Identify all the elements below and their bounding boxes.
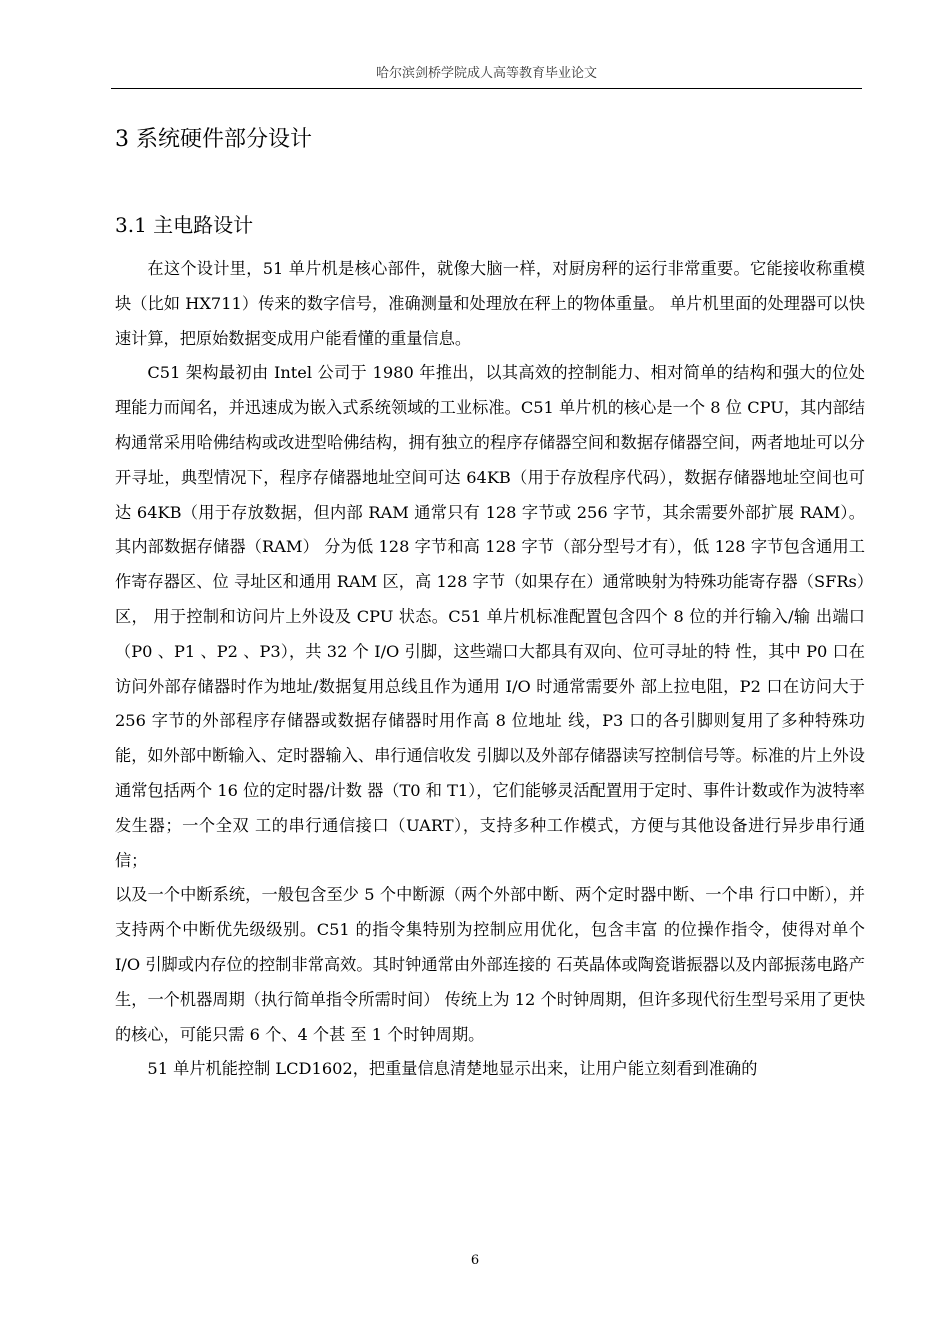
chapter-title: 3 系统硬件部分设计 <box>115 127 312 152</box>
paragraph-lcd1602: 51 单片机能控制 LCD1602，把重量信息清楚地显示出来，让用户能立刻看到准确的 <box>147 1059 758 1079</box>
running-header: 哈尔滨剑桥学院成人高等教育毕业论文 <box>111 64 862 89</box>
paragraph-interrupt-system: 以及一个中断系统，一般包含至少 5 个中断源（两个外部中断、两个定时器中断、一个串 行口中断），并支持两个中断优先级级别。C51 的指令集特别为控制应用优化，包含丰富 的位操作指令，使得对单个 I/O 引脚或内存位的控制非常高效。其时钟通常由外部连接的 石英晶体或陶瓷谐振器以及内部振荡电路产生，一个机器周期（执行简单指令所需时间） 传统上为 12 个时钟周期，但许多现代衍生型号采用了更快的核心，可能只需 6 个、4 个甚 至 1 个时钟周期。 <box>115 885 865 1044</box>
body-text <box>115 252 865 1087</box>
paragraph-intro: 在这个设计里，51 单片机是核心部件，就像大脑一样，对厨房秤的运行非常重要。它能接收称重模块（比如 HX711）传来的数字信号，准确测量和处理放在秤上的物体重量。 单片机里面的处理器可以快速计算，把原始数据变成用户能看懂的重量信息。 <box>115 259 865 348</box>
page-number: 6 <box>470 1253 480 1268</box>
paragraph-c51-architecture: C51 架构最初由 Intel 公司于 1980 年推出，以其高效的控制能力、相对简单的结构和强大的位处理能力而闻名，并迅速成为嵌入式系统领域的工业标准。C51 单片机的核心是一个 8 位 CPU，其内部结构通常采用哈佛结构或改进型哈佛结构，拥有独立的程序存储器空间和数据存储器空间，两者地址可以分开寻址，典型情况下，程序存储器地址空间可达 64KB（用于存放程序代码），数据存储器地址空间也可达 64KB（用于存放数据，但内部 RAM 通常只有 128 字节或 256 字节，其余需要外部扩展 RAM）。其内部数据存储器（RAM） 分为低 128 字节和高 128 字节（部分型号才有），低 128 字节包含通用工作寄存器区、位 寻址区和通用 RAM 区，高 128 字节（如果存在）通常映射为特殊功能寄存器（SFRs）区， 用于控制和访问片上外设及 CPU 状态。C51 单片机标准配置包含四个 8 位的并行输入/输 出端口（P0 、P1 、P2 、P3），共 32 个 I/O 引脚，这些端口大都具有双向、位可寻址的特 性，其中 P0 口在访问外部存储器时作为地址/数据复用总线且作为通用 I/O 时通常需要外 部上拉电阻，P2 口在访问大于 256 字节的外部程序存储器或数据存储器时用作高 8 位地址 线，P3 口的各引脚则复用了多种特殊功能，如外部中断输入、定时器输入、串行通信收发 引脚以及外部存储器读写控制信号等。标准的片上外设通常包括两个 16 位的定时器/计数 器（T0 和 T1），它们能够灵活配置用于定时、事件计数或作为波特率发生器；一个全双 工的串行通信接口（UART），支持多种工作模式，方便与其他设备进行异步串行通信； <box>115 363 865 870</box>
section-title: 3.1 主电路设计 <box>115 213 254 237</box>
